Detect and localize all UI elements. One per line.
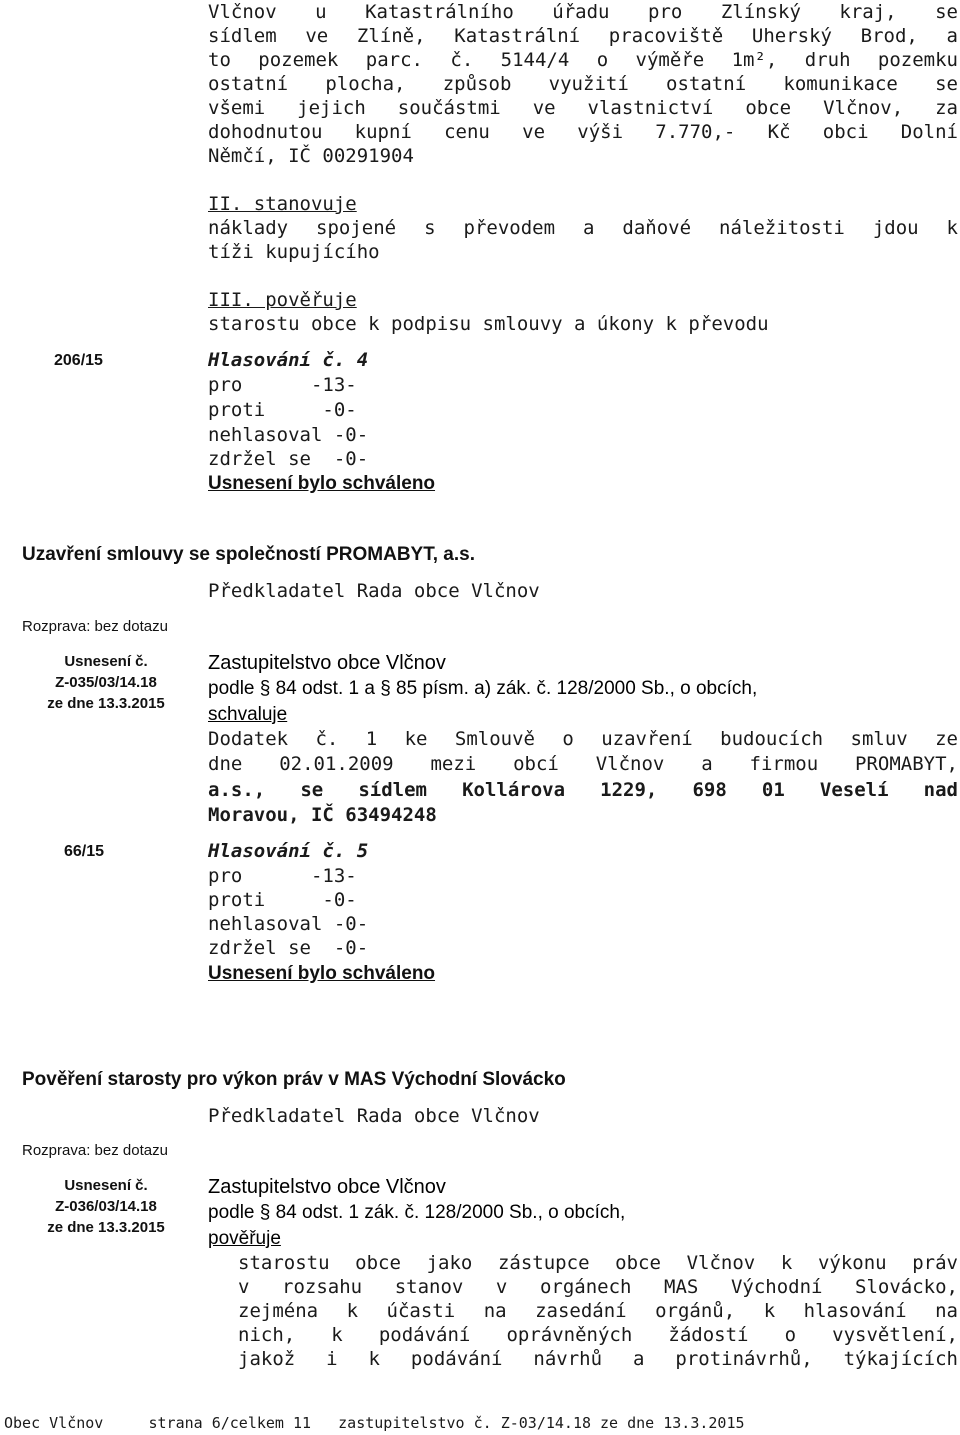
- resolution-label: Usnesení č.: [64, 653, 148, 670]
- resolution-label: Usnesení č.: [64, 1177, 148, 1194]
- section-2-text-line: dne 02.01.2009 mezi obcí Vlčnov a firmou PROMABYT,: [208, 753, 958, 775]
- intro-line: Vlčnov u Katastrálního úřadu pro Zlínský kraj, se: [208, 1, 958, 23]
- section-3-text-line: jakož i k podávání návrhů a protinávrhů, týkajících: [238, 1348, 958, 1370]
- section-2-verb: schvaluje: [208, 704, 288, 725]
- vote-5-ref: 66/15: [64, 843, 105, 860]
- intro-last-line: Němčí, IČ 00291904: [208, 145, 414, 167]
- point-3-text: starostu obce k podpisu smlouvy a úkony k převodu: [208, 313, 769, 335]
- section-2-rozprava: Rozprava: bez dotazu: [22, 618, 168, 635]
- resolution-number: Z-035/03/14.18: [55, 674, 157, 691]
- vote-4-proti: proti -0-: [208, 399, 357, 421]
- section-3-body-line-1: Zastupitelstvo obce Vlčnov: [208, 1176, 446, 1198]
- section-3-text-line: nich, k podávání oprávněných žádostí o vysvětlení,: [238, 1324, 958, 1346]
- section-3-rozprava: Rozprava: bez dotazu: [22, 1142, 168, 1159]
- vote-4-nehlasoval: nehlasoval -0-: [208, 424, 369, 446]
- vote-4-zdrzel: zdržel se -0-: [208, 448, 369, 470]
- section-2-text-line: a.s., se sídlem Kollárova 1229, 698 01 Veselí nad: [208, 779, 958, 801]
- point-2-last-line: tíži kupujícího: [208, 241, 380, 263]
- vote-5-pro: pro -13-: [208, 865, 357, 887]
- section-2-body-line-1: Zastupitelstvo obce Vlčnov: [208, 652, 446, 674]
- vote-5-nehlasoval: nehlasoval -0-: [208, 913, 369, 935]
- resolution-date: ze dne 13.3.2015: [47, 695, 165, 712]
- point-3-heading: III. pověřuje: [208, 289, 357, 311]
- section-3-body-line-2: podle § 84 odst. 1 zák. č. 128/2000 Sb., o obcích,: [208, 1202, 626, 1223]
- intro-line: sídlem ve Zlíně, Katastrální pracoviště Uherský Brod, a: [208, 25, 958, 47]
- section-3-verb: pověřuje: [208, 1228, 281, 1249]
- resolution-number: Z-036/03/14.18: [55, 1198, 157, 1215]
- section-3-resolution-block: [18, 1175, 194, 1238]
- intro-line: ostatní plocha, způsob využití ostatní komunikace se: [208, 73, 958, 95]
- section-3-proposer: Předkladatel Rada obce Vlčnov: [208, 1105, 540, 1127]
- section-3-text-line: zejména k účasti na zasedání orgánů, k hlasování na: [238, 1300, 958, 1322]
- vote-5-proti: proti -0-: [208, 889, 357, 911]
- intro-line: to pozemek parc. č. 5144/4 o výměře 1m², druh pozemku: [208, 49, 958, 71]
- section-2-text-line: Dodatek č. 1 ke Smlouvě o uzavření budoucích smluv ze: [208, 728, 958, 750]
- page-footer: Obec Vlčnov strana 6/celkem 11 zastupitelstvo č. Z-03/14.18 ze dne 13.3.2015: [4, 1414, 745, 1432]
- section-3-text-line: starostu obce jako zástupce obce Vlčnov k výkonu práv: [238, 1252, 958, 1274]
- section-3-text-line: v rozsahu stanov v orgánech MAS Východní Slovácko,: [238, 1276, 958, 1298]
- point-2-heading: II. stanovuje: [208, 193, 357, 215]
- vote-4-pro: pro -13-: [208, 374, 357, 396]
- point-2-line: náklady spojené s převodem a daňové náležitosti jdou k: [208, 217, 958, 239]
- section-2-proposer: Předkladatel Rada obce Vlčnov: [208, 580, 540, 602]
- section-2-title: Uzavření smlouvy se společností PROMABYT, a.s.: [22, 544, 475, 565]
- vote-4-result: Usnesení bylo schváleno: [208, 473, 436, 494]
- vote-5-zdrzel: zdržel se -0-: [208, 937, 369, 959]
- section-3-title: Pověření starosty pro výkon práv v MAS Východní Slovácko: [22, 1069, 566, 1090]
- section-2-text-last: Moravou, IČ 63494248: [208, 804, 437, 826]
- intro-line: dohodnutou kupní cenu ve výši 7.770,- Kč obci Dolní: [208, 121, 958, 143]
- vote-4-heading: Hlasování č. 4: [208, 349, 369, 371]
- intro-line: všemi jejich součástmi ve vlastnictví obce Vlčnov, za: [208, 97, 958, 119]
- vote-5-heading: Hlasování č. 5: [208, 840, 369, 862]
- section-2-resolution-block: [18, 651, 194, 714]
- section-2-body-line-2: podle § 84 odst. 1 a § 85 písm. a) zák. č. 128/2000 Sb., o obcích,: [208, 678, 758, 699]
- resolution-date: ze dne 13.3.2015: [47, 1219, 165, 1236]
- vote-5-result: Usnesení bylo schváleno: [208, 963, 436, 984]
- vote-4-ref: 206/15: [54, 352, 103, 369]
